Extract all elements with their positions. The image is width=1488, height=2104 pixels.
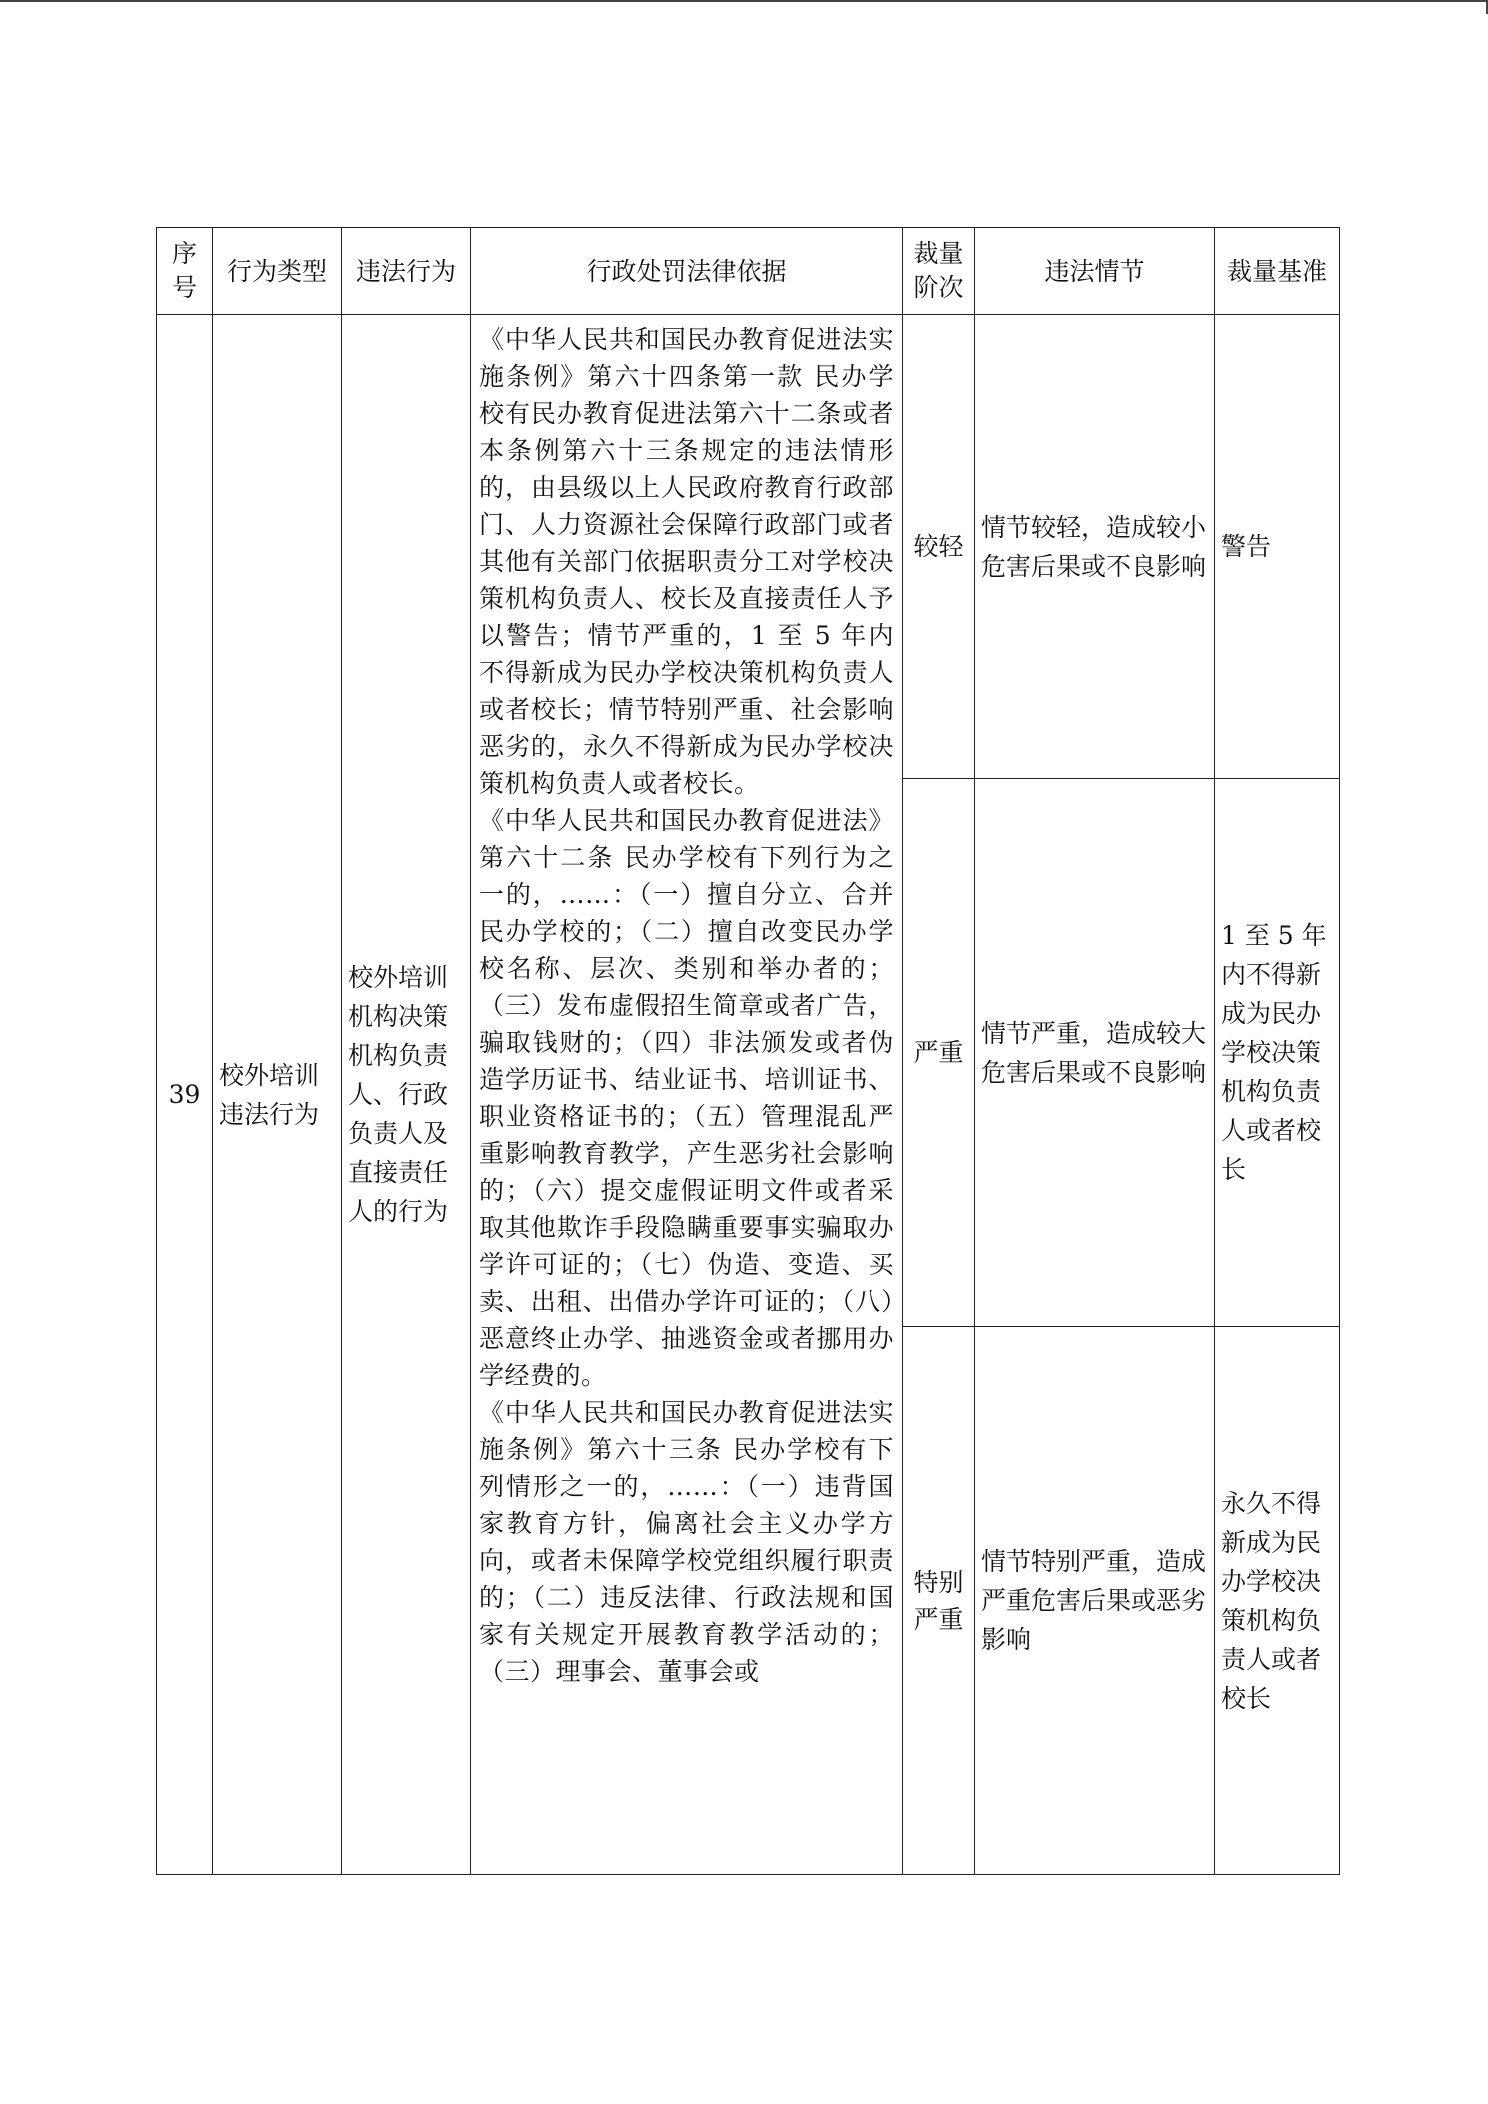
level-very-serious: 特别严重	[903, 1327, 975, 1875]
top-border-line	[0, 0, 1488, 2]
header-circumstance: 违法情节	[975, 228, 1215, 315]
header-row	[157, 228, 1340, 315]
standard-very-serious: 永久不得新成为民办学校决策机构负责人或者校长	[1215, 1327, 1340, 1875]
row-seq: 39	[157, 315, 213, 1875]
row-legal-basis	[471, 315, 903, 1875]
header-seq: 序 号	[157, 228, 213, 315]
circumstance-minor: 情节较轻，造成较小危害后果或不良影响	[975, 315, 1215, 779]
row-illegal-act: 校外培训机构决策机构负责人、行政负责人及直接责任人的行为	[342, 315, 471, 1875]
header-standard: 裁量基准	[1215, 228, 1340, 315]
table-row	[157, 315, 1340, 779]
circumstance-very-serious: 情节特别严重，造成严重危害后果或恶劣影响	[975, 1327, 1215, 1875]
legal-basis-law-article-62: 《中华人民共和国民办教育促进法》第六十二条 民办学校有下列行为之一的，……：（一）擅自分立、合并民办学校的；（二）擅自改变民办学校名称、层次、类别和举办者的；（三）发布虚假招生简章或者广告，骗取钱财的；（四）非法颁发或者伪造学历证书、结业证书、培训证书、职业资格证书的；（五）管理混乱严重影响教育教学，产生恶劣社会影响的；（六）提交虚假证明文件或者采取其他欺诈手段隐瞒重要事实骗取办学许可证的；（七）伪造、变造、买卖、出租、出借办学许可证的；（八）恶意终止办学、抽逃资金或者挪用办学经费的。	[479, 806, 894, 1390]
row-behavior-type: 校外培训违法行为	[213, 315, 342, 1875]
header-level: 裁量 阶次	[903, 228, 975, 315]
standard-serious: 1 至 5 年内不得新成为民办学校决策机构负责人或者校长	[1215, 779, 1340, 1327]
level-serious: 严重	[903, 779, 975, 1327]
header-legal-basis: 行政处罚法律依据	[471, 228, 903, 315]
standard-minor: 警告	[1215, 315, 1340, 779]
level-minor: 较轻	[903, 315, 975, 779]
legal-basis-article-63: 《中华人民共和国民办教育促进法实施条例》第六十三条 民办学校有下列情形之一的，……：（一）违背国家教育方针，偏离社会主义办学方向，或者未保障学校党组织履行职责的；（二）违反法律、行政法规和国家有关规定开展教育教学活动的；（三）理事会、董事会或	[479, 1398, 894, 1686]
penalty-discretion-table	[156, 227, 1340, 1875]
legal-basis-article-64: 《中华人民共和国民办教育促进法实施条例》第六十四条第一款 民办学校有民办教育促进法第六十二条或者本条例第六十三条规定的违法情形的，由县级以上人民政府教育行政部门、人力资源社会保障行政部门或者其他有关部门依据职责分工对学校决策机构负责人、校长及直接责任人予以警告；情节严重的，1 至 5 年内不得新成为民办学校决策机构负责人或者校长；情节特别严重、社会影响恶劣的，永久不得新成为民办学校决策机构负责人或者校长。	[479, 325, 894, 798]
circumstance-serious: 情节严重，造成较大危害后果或不良影响	[975, 779, 1215, 1327]
header-illegal-act: 违法行为	[342, 228, 471, 315]
header-behavior-type: 行为类型	[213, 228, 342, 315]
